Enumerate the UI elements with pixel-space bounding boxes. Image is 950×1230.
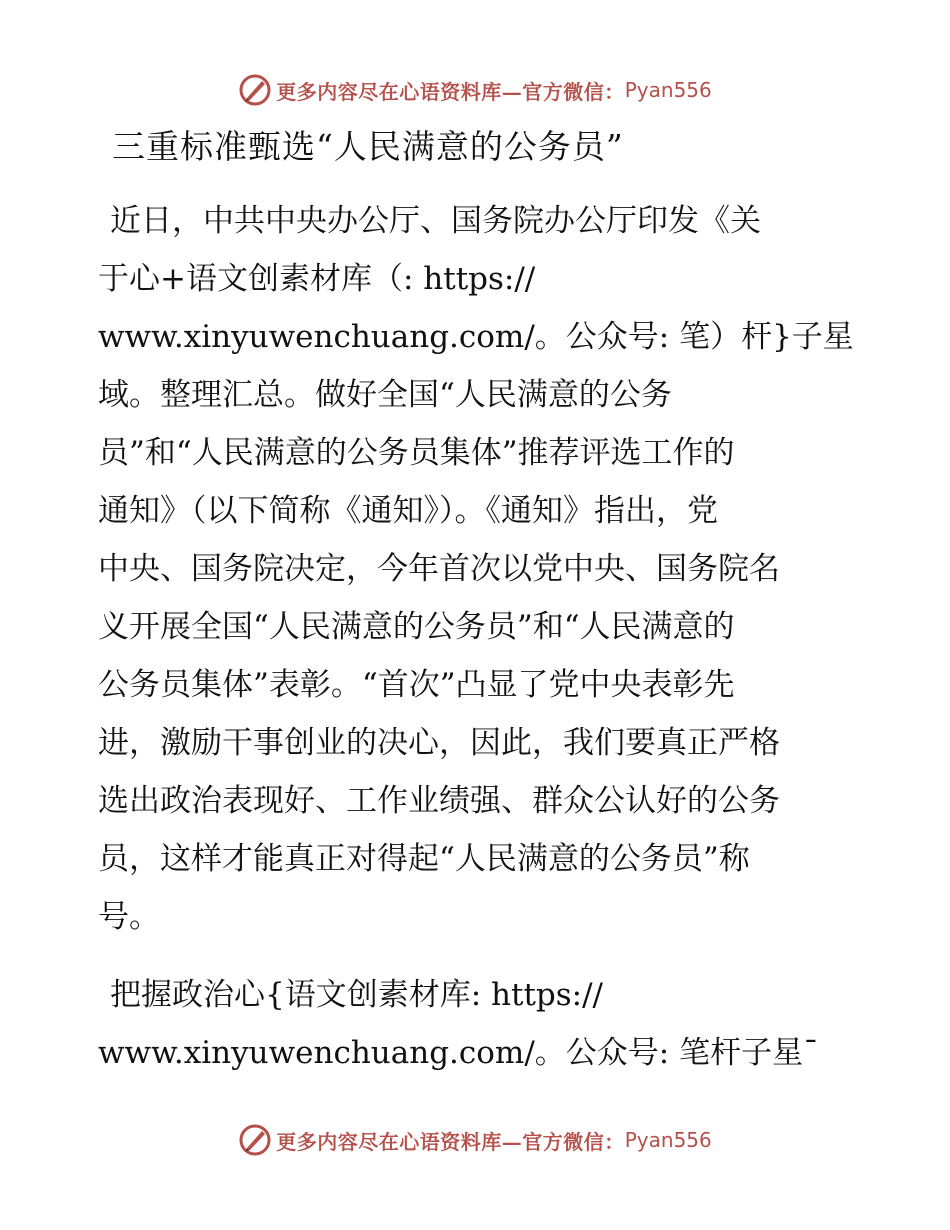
banner-text: 更多内容尽在心语资料库—官方微信： [276,79,625,104]
banner-text: 更多内容尽在心语资料库—官方微信： [276,1129,625,1154]
pen-logo-icon [238,1123,272,1157]
text-line: 义开展全国“人民满意的公务员”和“人民满意的 [98,609,735,645]
text-line: 员”和“人民满意的公务员集体”推荐评选工作的 [98,435,735,471]
text-line: www.xinyuwenchuang.com/。公众号: 笔）杆}子星 [98,319,854,355]
text-line: 号。 [98,899,160,935]
text-line: 中央、国务院决定，今年首次以党中央、国务院名 [98,551,780,587]
text-line: 选出政治表现好、工作业绩强、群众公认好的公务 [98,783,780,819]
header-banner [0,70,950,110]
banner-wechat-id: Pyan556 [624,1128,712,1152]
document-title: 三重标准甄选“人民满意的公务员” [112,127,624,166]
text-line: 进，激励干事创业的决心，因此，我们要真正严格 [98,725,780,761]
text-line: 员，这样才能真正对得起“人民满意的公务员”称 [98,841,750,877]
banner-wechat-id: Pyan556 [624,78,712,102]
text-line: 公务员集体”表彰。“首次”凸显了党中央表彰先 [98,667,735,703]
footer-banner [0,1120,950,1160]
text-line: 把握政治心{语文创素材库: https:// [110,977,603,1013]
text-line: 于心+语文创素材库（: https:// [98,261,536,297]
pen-logo-icon [238,73,272,107]
text-line: 近日，中共中央办公厅、国务院办公厅印发《关 [110,203,761,239]
text-line: 域。整理汇总。做好全国“人民满意的公务 [98,377,672,413]
text-line: www.xinyuwenchuang.com/。公众号: 笔杆子星¯ [98,1035,819,1071]
text-line: 通知》（以下简称《通知》）。《通知》指出，党 [98,493,718,529]
